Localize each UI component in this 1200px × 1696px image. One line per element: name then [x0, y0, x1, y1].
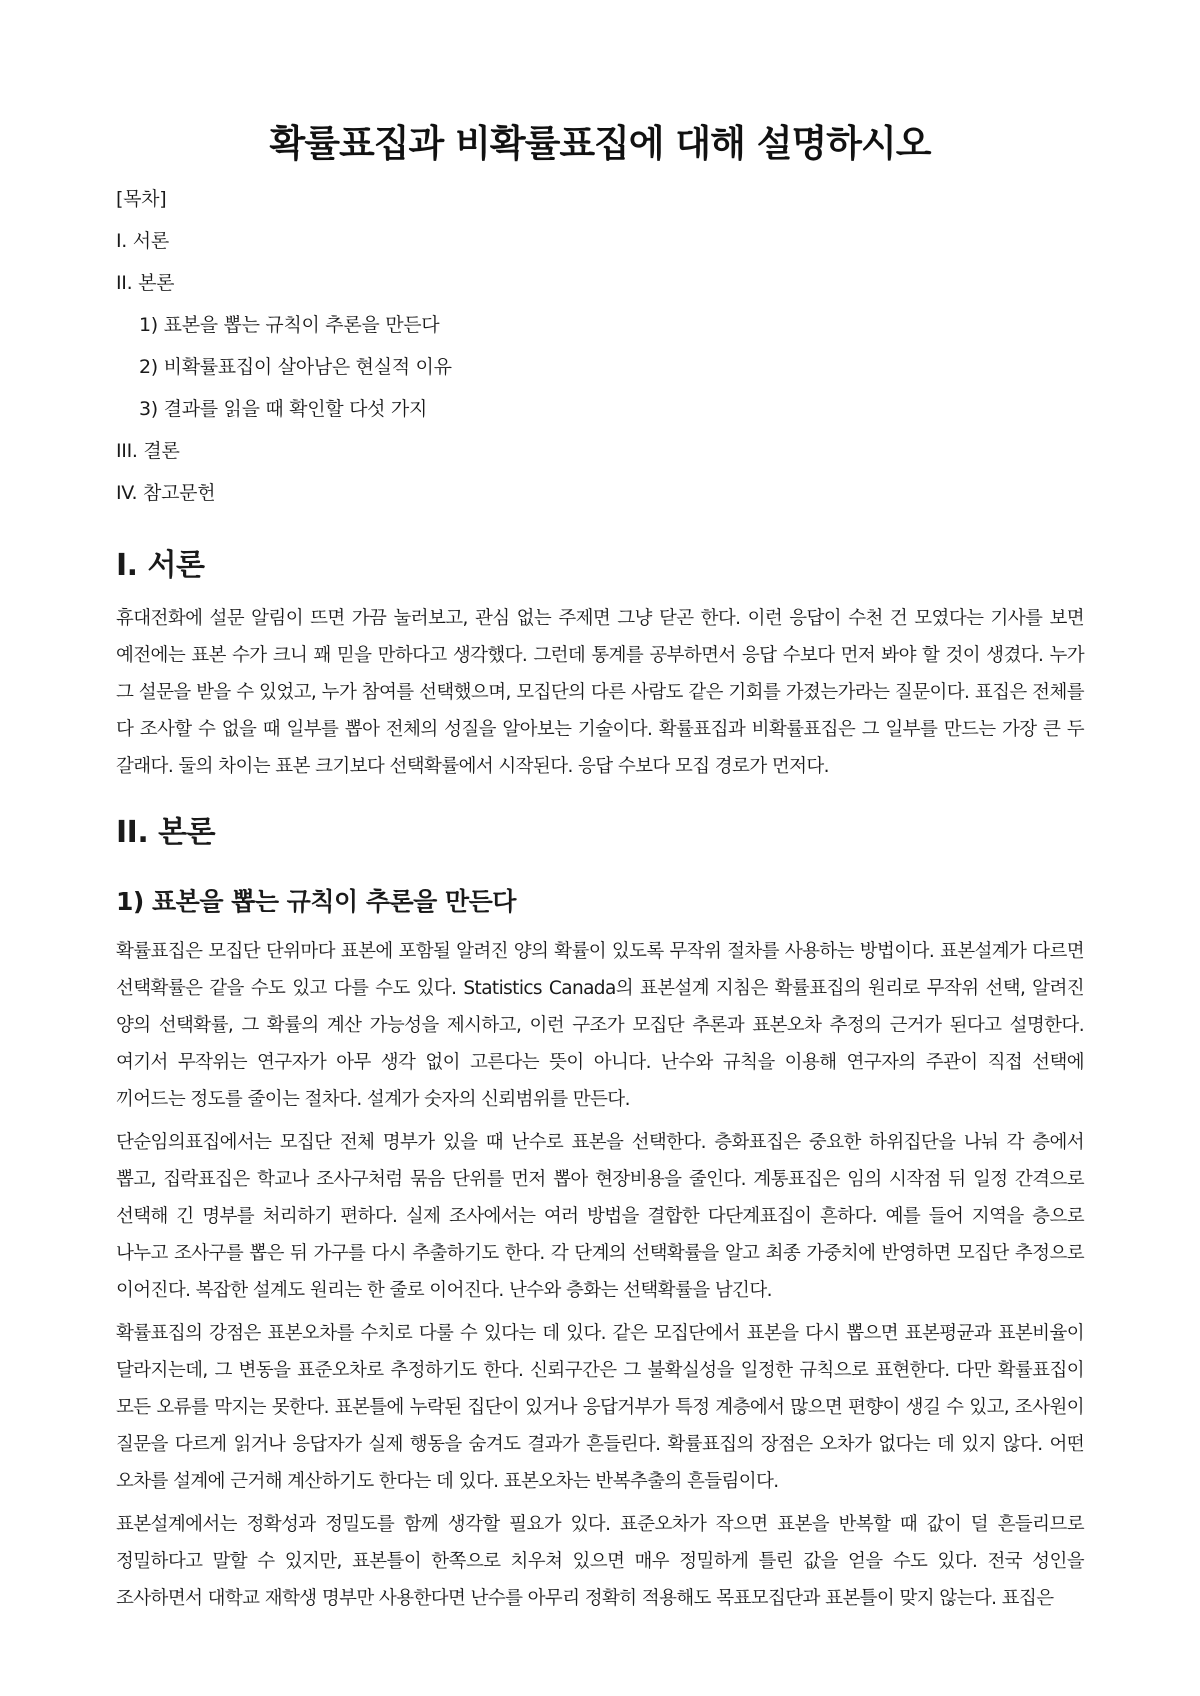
toc-heading: [목차]: [116, 188, 167, 210]
body-paragraph: 표본설계에서는 정확성과 정밀도를 함께 생각할 필요가 있다. 표준오차가 작으면 표본을 반복할 때 값이 덜 흔들리므로 정밀하다고 말할 수 있지만, 표본틀이 한쪽으로 치우쳐 있으면 매우 정밀하게 틀린 값을 얻을 수도 있다. 전국 성인을 조사하면서 대학교 재학생 명부만 사용한다면 난수를 아무리 정확히 적용해도 목표모집단과 표본틀이 맞지 않는다. 표집은: [116, 1514, 1084, 1609]
toc-item: III. 결론: [116, 440, 180, 462]
toc-subitem: 1) 표본을 뽑는 규칙이 추론을 만든다: [139, 314, 440, 336]
document-page: [116, 0, 1084, 1617]
section-heading-intro: I. 서론: [116, 548, 205, 583]
toc-item: II. 본론: [116, 272, 175, 294]
intro-paragraph: 휴대전화에 설문 알림이 뜨면 가끔 눌러보고, 관심 없는 주제면 그냥 닫곤 한다. 이런 응답이 수천 건 모였다는 기사를 보면 예전에는 표본 수가 크니 꽤 믿을 만하다고 생각했다. 그런데 통계를 공부하면서 응답 수보다 먼저 봐야 할 것이 생겼다. 누가 그 설문을 받을 수 있었고, 누가 참여를 선택했으며, 모집단의 다른 사람도 같은 기회를 가졌는가라는 질문이다. 표집은 전체를 다 조사할 수 없을 때 일부를 뽑아 전체의 성질을 알아보는 기술이다. 확률표집과 비확률표집은 그 일부를 만드는 가장 큰 두 갈래다. 둘의 차이는 표본 크기보다 선택확률에서 시작된다. 응답 수보다 모집 경로가 먼저다.: [116, 608, 1084, 777]
toc-item: I. 서론: [116, 230, 169, 252]
table-of-contents: [116, 186, 1084, 522]
toc-subitem: 2) 비확률표집이 살아남은 현실적 이유: [139, 356, 452, 378]
toc-item: IV. 참고문헌: [116, 482, 216, 504]
body-paragraph: 단순임의표집에서는 모집단 전체 명부가 있을 때 난수로 표본을 선택한다. 층화표집은 중요한 하위집단을 나눠 각 층에서 뽑고, 집락표집은 학교나 조사구처럼 묶음 단위를 먼저 뽑아 현장비용을 줄인다. 계통표집은 임의 시작점 뒤 일정 간격으로 선택해 긴 명부를 처리하기 편하다. 실제 조사에서는 여러 방법을 결합한 다단계표집이 흔하다. 예를 들어 지역을 층으로 나누고 조사구를 뽑은 뒤 가구를 다시 추출하기도 한다. 각 단계의 선택확률을 알고 최종 가중치에 반영하면 모집단 추정으로 이어진다. 복잡한 설계도 원리는 한 줄로 이어진다. 난수와 층화는 선택확률을 남긴다.: [116, 1132, 1084, 1301]
section-heading-body: II. 본론: [116, 815, 216, 850]
document-title: 확률표집과 비확률표집에 대해 설명하시오: [269, 122, 931, 165]
body-paragraph: 확률표집의 강점은 표본오차를 수치로 다룰 수 있다는 데 있다. 같은 모집단에서 표본을 다시 뽑으면 표본평균과 표본비율이 달라지는데, 그 변동을 표준오차로 추정하기도 한다. 신뢰구간은 그 불확실성을 일정한 규칙으로 표현한다. 다만 확률표집이 모든 오류를 막지는 못한다. 표본틀에 누락된 집단이 있거나 응답거부가 특정 계층에서 많으면 편향이 생길 수 있고, 조사원이 질문을 다르게 읽거나 응답자가 실제 행동을 숨겨도 결과가 흔들린다. 확률표집의 장점은 오차가 없다는 데 있지 않다. 어떤 오차를 설계에 근거해 계산하기도 한다는 데 있다. 표본오차는 반복추출의 흔들림이다.: [116, 1323, 1084, 1492]
toc-subitem: 3) 결과를 읽을 때 확인할 다섯 가지: [139, 398, 428, 420]
body-paragraph: 확률표집은 모집단 단위마다 표본에 포함될 알려진 양의 확률이 있도록 무작위 절차를 사용하는 방법이다. 표본설계가 다르면 선택확률은 같을 수도 있고 다를 수도 있다. Statistics Canada의 표본설계 지침은 확률표집의 원리로 무작위 선택, 알려진 양의 선택확률, 그 확률의 계산 가능성을 제시하고, 이런 구조가 모집단 추론과 표본오차 추정의 근거가 된다고 설명한다. 여기서 무작위는 연구자가 아무 생각 없이 고른다는 뜻이 아니다. 난수와 규칙을 이용해 연구자의 주관이 직접 선택에 끼어드는 정도를 줄이는 절차다. 설계가 숫자의 신뢰범위를 만든다.: [116, 941, 1084, 1110]
subsection-heading-1: 1) 표본을 뽑는 규칙이 추론을 만든다: [116, 887, 516, 916]
